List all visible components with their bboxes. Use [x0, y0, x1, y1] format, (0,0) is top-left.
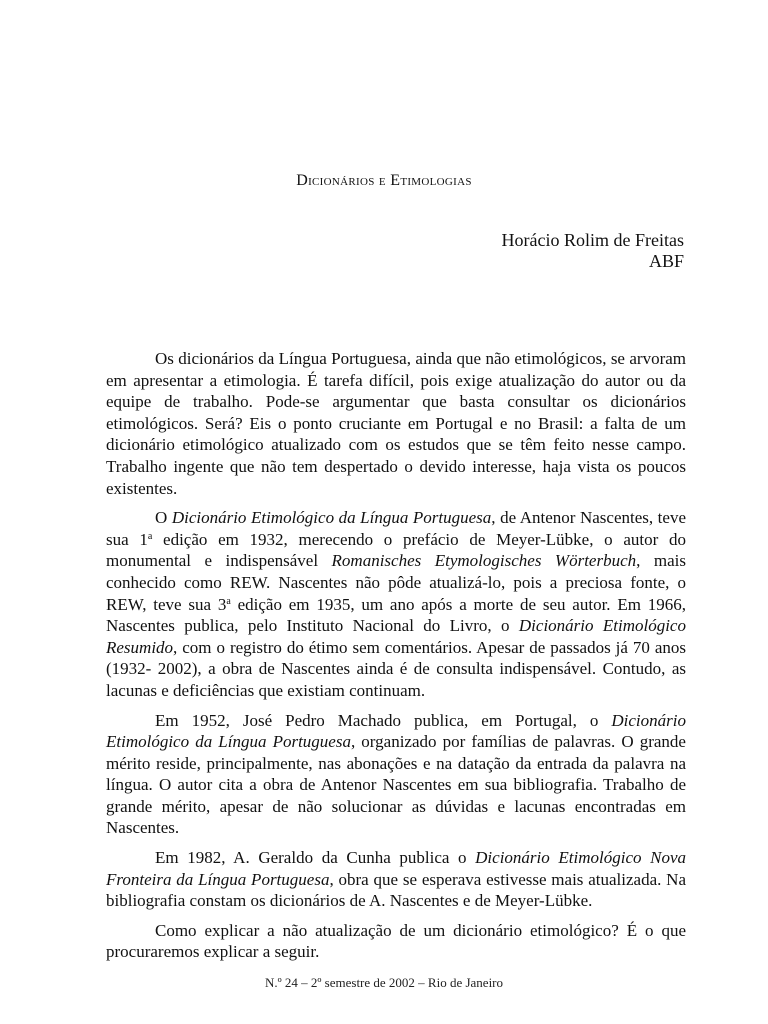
- text-run: edição em 1932, merecendo o prefácio de Meyer-Lübke, o autor do monumental e indispensável: [106, 529, 687, 571]
- text-run: , obra que se esperava estivesse mais atualizada. Na bibliografia constam os dicionários de A. Nascentes e de Meyer-Lübke.: [106, 869, 686, 911]
- author-block: [502, 230, 684, 272]
- text-run: , mais conhecido como REW. Nascentes não pôde atualizá-lo, pois a preciosa fonte, o REW, teve sua 3: [106, 551, 686, 614]
- ordinal-superscript: a: [147, 530, 153, 542]
- book-title: Romanisches Etymologisches Wörterbuch: [331, 551, 637, 571]
- text-run: , organizado por famílias de palavras. O grande mérito reside, principalmente, nas abonações e na datação da entrada da palavra na língua. O autor cita a obra de Antenor Nascentes em sua bibliografia. Trabalho de grande mérito, apesar de não solucionar as dúvidas e lacunas encontradas em Nascentes.: [106, 732, 686, 838]
- paragraph-5: [106, 920, 686, 963]
- page-footer: N.º 24 – 2º semestre de 2002 – Rio de Janeiro: [264, 975, 504, 990]
- paragraph-2: [106, 507, 686, 701]
- article-title: Dicionários e Etimologias: [296, 172, 472, 189]
- author-name: Horácio Rolim de Freitas: [501, 230, 684, 250]
- paragraph-5-text: Como explicar a não atualização de um dicionário etimológico? É o que procuraremos explicar a seguir.: [106, 920, 686, 962]
- ordinal-superscript: a: [226, 595, 231, 607]
- author-affiliation: ABF: [648, 251, 684, 271]
- book-title: Dicionário Etimológico Nova Fronteira da Língua Portuguesa: [106, 848, 686, 889]
- paragraph-1-text: Os dicionários da Língua Portuguesa, ainda que não etimológicos, se arvoram em apresentar a etimologia. É tarefa difícil, pois exige atualização do autor ou da equipe de trabalho. Pode-se argumentar que basta consultar os dicionários etimológicos. Será? Eis o ponto cruciante em Portugal e no Brasil: a falta de um dicionário etimológico atualizado com os estudos que se têm feito nesse campo. Trabalho ingente que não tem despertado o devido interesse, haja vista os poucos existentes.: [106, 349, 686, 498]
- paragraph-3: [106, 710, 686, 840]
- text-run: edição em 1935, um ano após a morte de seu autor. Em 1966, Nascentes publica, pelo Instituto Nacional do Livro, o: [106, 594, 687, 636]
- text-run: Em 1952, José Pedro Machado publica, em Portugal, o: [155, 710, 612, 730]
- text-run: O: [155, 508, 172, 528]
- article-body: [106, 348, 686, 963]
- text-run: , de Antenor Nascentes, teve sua 1: [106, 508, 686, 549]
- book-title: Dicionário Etimológico da Língua Portuguesa: [171, 508, 492, 528]
- book-title: Dicionário Etimológico da Língua Portuguesa: [106, 710, 686, 752]
- text-run: Em 1982, A. Geraldo da Cunha publica o: [155, 848, 476, 868]
- text-run: , com o registro do étimo sem comentários. Apesar de passados já 70 anos (1932- 2002), a obra de Nascentes ainda é de consulta indispensável. Contudo, as lacunas e deficiências que existiam continuam.: [106, 637, 686, 700]
- book-title: Dicionário Etimológico Resumido: [106, 616, 686, 657]
- paragraph-4: [106, 847, 686, 912]
- paragraph-1: [106, 348, 686, 499]
